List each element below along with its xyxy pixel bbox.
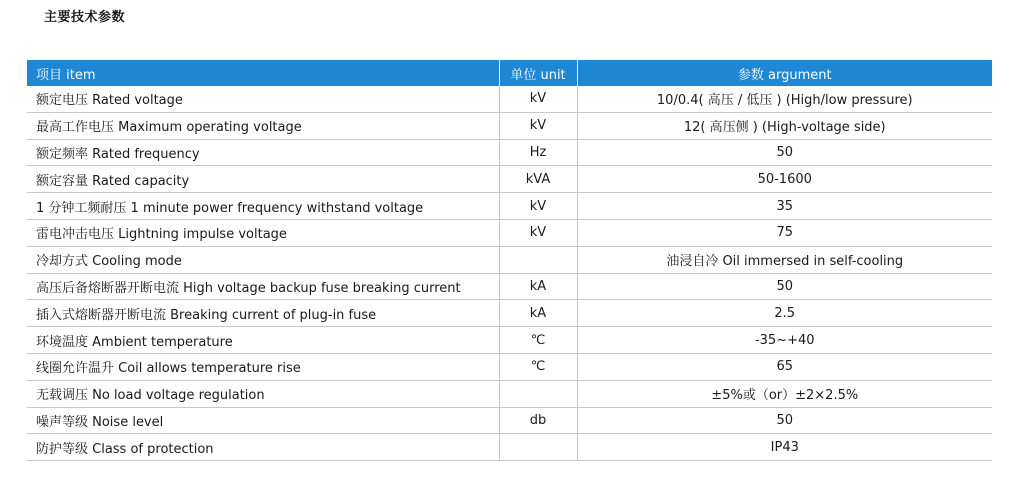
param-value: ±5%或（or）±2×2.5% [577, 380, 992, 407]
param-name: 雷电冲击电压 Lightning impulse voltage [27, 219, 499, 246]
table-row [27, 434, 992, 461]
page-title: 主要技术参数 [44, 10, 126, 25]
table-row [27, 380, 992, 407]
table-row [27, 300, 992, 327]
param-value: 65 [577, 353, 992, 380]
param-name: 额定电压 Rated voltage [27, 86, 499, 112]
table-row [27, 193, 992, 220]
param-name: 噪声等级 Noise level [27, 407, 499, 434]
header-argument: 参数 argument [577, 60, 992, 86]
param-unit [499, 380, 577, 407]
param-name: 无载调压 No load voltage regulation [27, 380, 499, 407]
param-unit: Hz [499, 139, 577, 166]
param-value: 油浸自冷 Oil immersed in self-cooling [577, 246, 992, 273]
param-value: 35 [577, 193, 992, 220]
param-value: 10/0.4( 高压 / 低压 ) (High/low pressure) [577, 86, 992, 112]
param-value: -35~+40 [577, 327, 992, 354]
param-value: 50 [577, 273, 992, 300]
param-unit: db [499, 407, 577, 434]
table-row [27, 166, 992, 193]
param-unit: kV [499, 219, 577, 246]
technical-parameters-table [27, 60, 992, 461]
table-row [27, 86, 992, 112]
table-row [27, 273, 992, 300]
header-unit: 单位 unit [499, 60, 577, 86]
param-name: 额定容量 Rated capacity [27, 166, 499, 193]
param-unit: kA [499, 300, 577, 327]
param-unit: kV [499, 86, 577, 112]
param-unit: ℃ [499, 327, 577, 354]
param-unit: kVA [499, 166, 577, 193]
header-item: 项目 item [27, 60, 499, 86]
param-unit: kV [499, 112, 577, 139]
param-name: 线圈允许温升 Coil allows temperature rise [27, 353, 499, 380]
param-name: 环境温度 Ambient temperature [27, 327, 499, 354]
table-row [27, 139, 992, 166]
param-name: 1 分钟工频耐压 1 minute power frequency withstand voltage [27, 193, 499, 220]
param-unit: kA [499, 273, 577, 300]
table-row [27, 407, 992, 434]
param-name: 高压后备熔断器开断电流 High voltage backup fuse breaking current [27, 273, 499, 300]
param-unit: kV [499, 193, 577, 220]
param-name: 插入式熔断器开断电流 Breaking current of plug-in fuse [27, 300, 499, 327]
param-name: 防护等级 Class of protection [27, 434, 499, 461]
table-row [27, 353, 992, 380]
table-row [27, 246, 992, 273]
table-header-row [27, 60, 992, 86]
param-value: 75 [577, 219, 992, 246]
param-name: 最高工作电压 Maximum operating voltage [27, 112, 499, 139]
param-name: 冷却方式 Cooling mode [27, 246, 499, 273]
param-unit [499, 246, 577, 273]
param-name: 额定频率 Rated frequency [27, 139, 499, 166]
param-value: 50 [577, 407, 992, 434]
param-value: 12( 高压侧 ) (High-voltage side) [577, 112, 992, 139]
param-value: 50 [577, 139, 992, 166]
table-row [27, 112, 992, 139]
param-unit: ℃ [499, 353, 577, 380]
param-value: IP43 [577, 434, 992, 461]
table-row [27, 219, 992, 246]
param-value: 50-1600 [577, 166, 992, 193]
param-unit [499, 434, 577, 461]
param-value: 2.5 [577, 300, 992, 327]
table-row [27, 327, 992, 354]
